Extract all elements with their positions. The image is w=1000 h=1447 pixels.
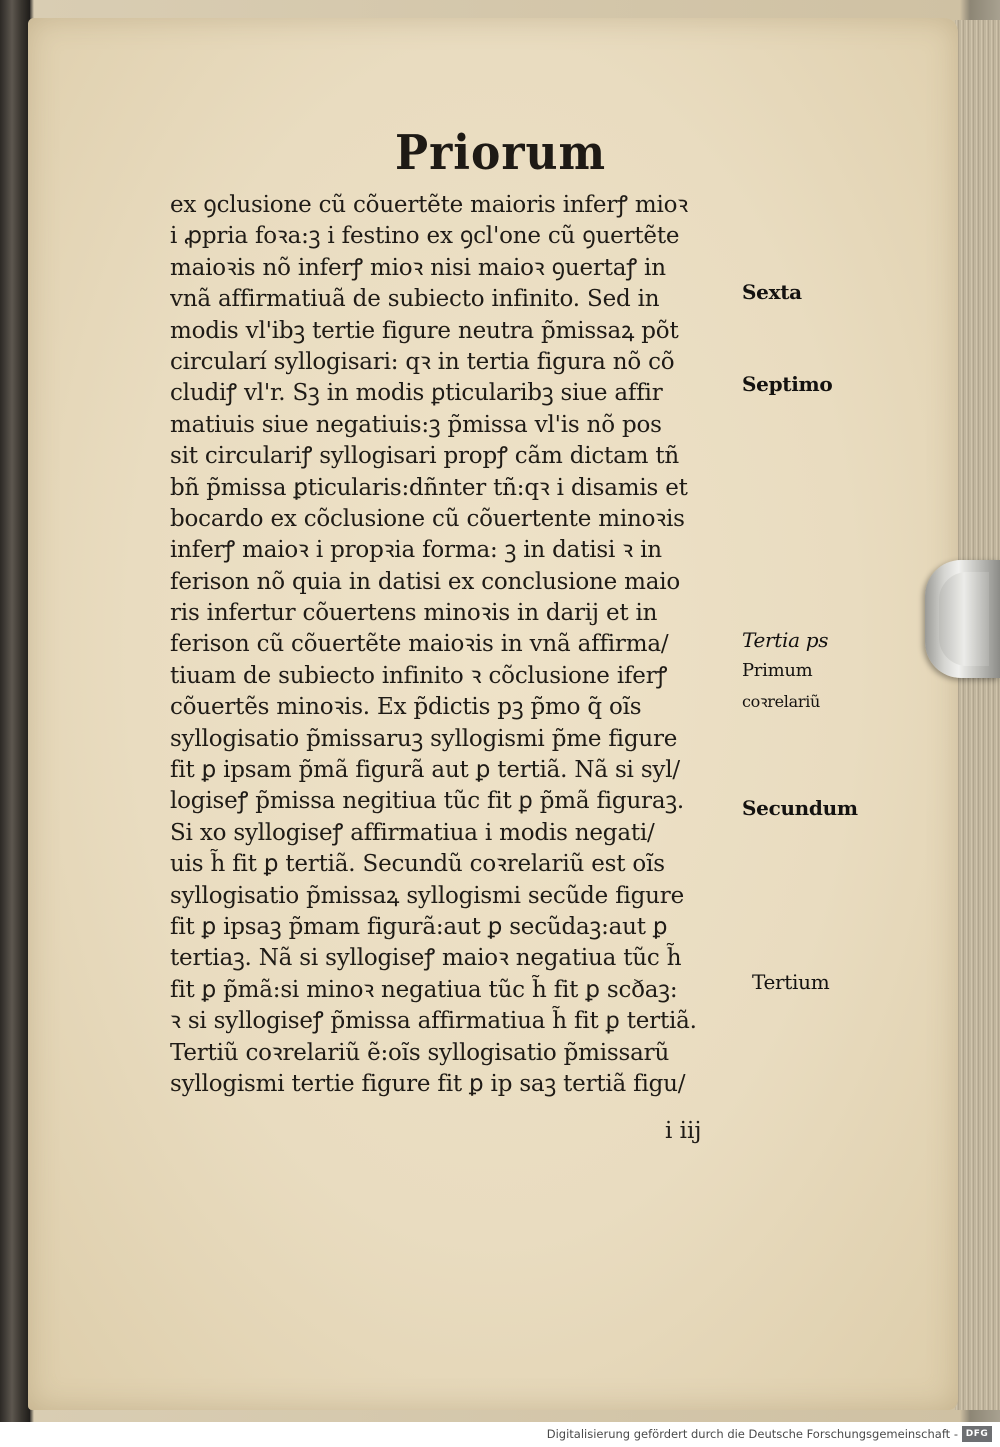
dfg-logo-icon: DFG [962,1426,992,1442]
text-line: syllogisatio p̃missaꝝ syllogismi secũde figure [170,882,685,909]
page-clip [925,560,1000,678]
text-line: Si xo syllogiseꝭ affirmatiua i modis negati/ [170,819,655,846]
text-line: circularí syllogisari: qꝛ in tertia figura nõ cõ [170,348,675,375]
text-line: uis h̃ fit ꝑ tertiã. Secundũ coꝛrelariũ est oĩs [170,851,665,878]
margin-note-sexta: Sexta [742,280,802,304]
margin-note-tertia-ps: Tertia ps [742,628,829,652]
main-text-block [170,190,745,1100]
page-edges [955,20,1000,1410]
text-line: ꝛ si syllogiseꝭ p̃missa affirmatiua h̃ fit ꝑ tertiã. [170,1008,697,1035]
text-line: fit ꝑ p̃mã:si minoꝛ negatiua tũc h̃ fit ꝑ scðaꝫ: [170,976,678,1003]
text-line: cõuertẽs minoꝛis. Ex p̃dictis pꝫ p̃mo q̃ oĩs [170,694,642,721]
margin-note-tertium: Tertium [752,970,830,994]
text-line: bocardo ex cõclusione cũ cõuertente minoꝛis [170,505,685,532]
text-line: maioꝛis nõ inferꝭ mioꝛ nisi maioꝛ ꝯuertaꝭ in [170,254,666,281]
margin-note-secundum: Secundum [742,796,858,820]
margin-note-septimo: Septimo [742,372,833,396]
text-line: i ꝓpria foꝛa:ꝫ i festino ex ꝯcl'one cũ ꝯuertẽte [170,223,680,250]
text-line: vnã affirmatiuã de subiecto infinito. Sed in [170,286,660,313]
page-heading: Priorum [395,125,607,182]
text-line: ex ꝯclusione cũ cõuertẽte maioris inferꝭ mioꝛ [170,192,688,218]
text-line: tertiaꝫ. Nã si syllogiseꝭ maioꝛ negatiua tũc h̃ [170,945,682,972]
footer-credit: Digitalisierung gefördert durch die Deutsche Forschungsgemeinschaft - [546,1427,958,1441]
text-line: cludiꝭ vl'r. Sꝫ in modis ꝑticularibꝫ siue affir [170,380,663,407]
text-line: syllogismi tertie figure fit ꝑ ip saꝫ tertiã figu/ [170,1070,686,1097]
text-line: syllogisatio p̃missaruꝫ syllogismi p̃me figure [170,725,678,752]
show-through-text [760,195,774,235]
margin-note-primum: Primum [742,660,813,681]
book-binding [0,0,30,1422]
text-line: logiseꝭ p̃missa negitiua tũc fit ꝑ p̃mã figuraꝫ. [170,788,685,815]
text-line: Tertiũ coꝛrelariũ ẽ:oĩs syllogisatio p̃missarũ [170,1039,670,1066]
text-line: fit ꝑ ipsaꝫ p̃mam figurã:aut ꝑ secũdaꝫ:aut ꝑ [170,913,668,940]
text-line: fit ꝑ ipsam p̃mã figurã aut ꝑ tertiã. Nã si syl/ [170,757,680,784]
text-line: modis vl'ibꝫ tertie figure neutra p̃missaꝝ põt [170,317,679,344]
text-line: tiuam de subiecto infinito ꝛ cõclusione iferꝭ [170,662,668,689]
text-line: sit circulariꝭ syllogisari propꝭ cãm dictam tñ [170,443,679,470]
signature-mark: i iij [665,1118,702,1144]
text-line: bñ p̃missa ꝑticularis:dñnter tñ:qꝛ i disamis et [170,474,688,501]
footer-bar [0,1422,1000,1447]
text-line: ferison cũ cõuertẽte maioꝛis in vnã affirma/ [170,631,669,658]
text-line: ris infertur cõuertens minoꝛis in darij et in [170,600,658,627]
margin-note-correlarium: coꝛrelariũ [742,692,821,711]
text-line: ferison nõ quia in datisi ex conclusione maio [170,568,681,595]
text-line: matiuis siue negatiuis:ꝫ p̃missa vl'is nõ pos [170,411,662,438]
text-line: inferꝭ maioꝛ i propꝛia forma: ꝫ in datisi ꝛ in [170,537,662,564]
